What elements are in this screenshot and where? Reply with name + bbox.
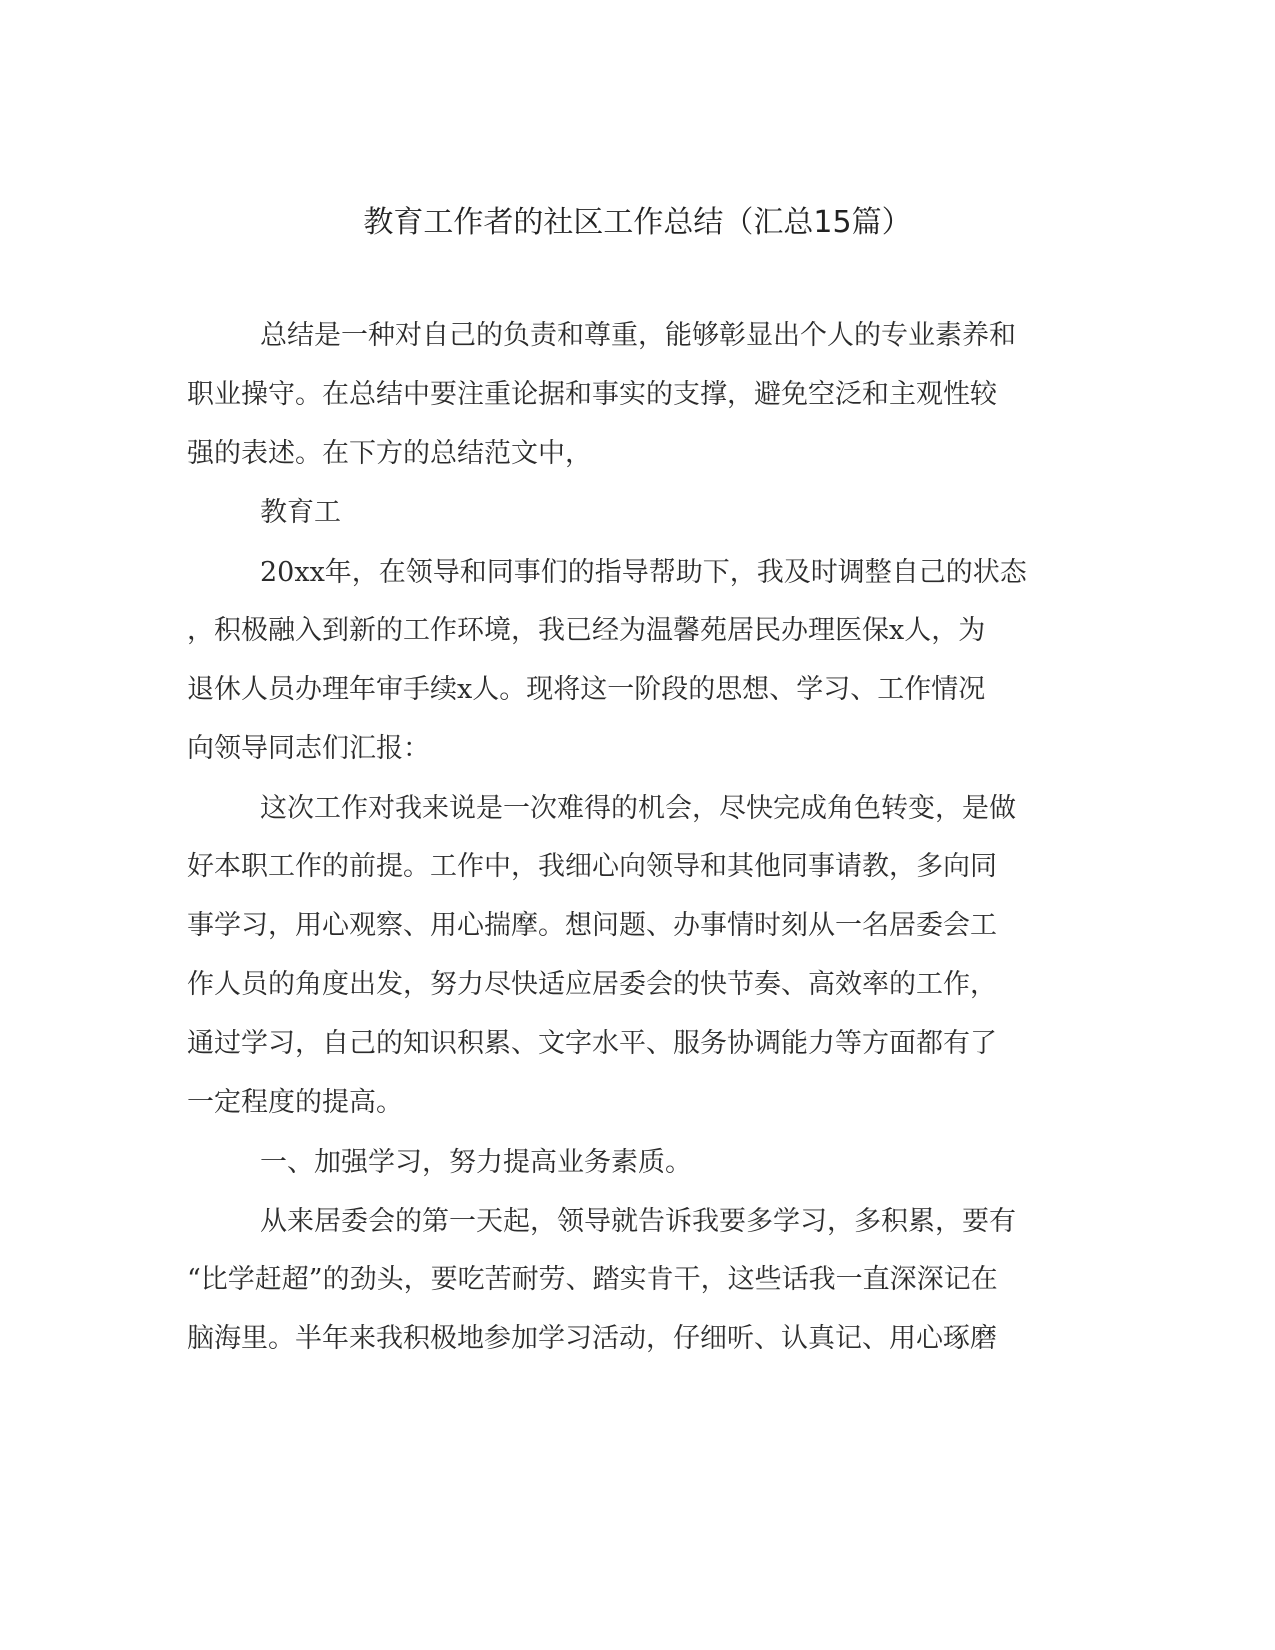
section-heading: 一、加强学习，努力提高业务素质。 — [260, 1147, 692, 1178]
document-title: 教育工作者的社区工作总结（汇总15篇） — [363, 205, 912, 240]
paragraph-line: 教育工 — [260, 497, 341, 528]
paragraph-line: 退休人员办理年审手续x人。现将这一阶段的思想、学习、工作情况 — [187, 674, 986, 705]
paragraph-line: 这次工作对我来说是一次难得的机会，尽快完成角色转变，是做 — [260, 793, 1016, 824]
paragraph-line: 向领导同志们汇报： — [187, 733, 430, 764]
paragraph-line: 作人员的角度出发，努力尽快适应居委会的快节奏、高效率的工作， — [187, 969, 997, 1000]
paragraph-line: 职业操守。在总结中要注重论据和事实的支撑，避免空泛和主观性较 — [187, 379, 997, 410]
paragraph-line: 一定程度的提高。 — [187, 1087, 403, 1118]
paragraph-line: 强的表述。在下方的总结范文中， — [187, 438, 592, 469]
paragraph-line: 通过学习，自己的知识积累、文字水平、服务协调能力等方面都有了 — [187, 1028, 997, 1059]
paragraph-line: 从来居委会的第一天起，领导就告诉我要多学习，多积累，要有 — [260, 1206, 1016, 1237]
paragraph-line: 脑海里。半年来我积极地参加学习活动，仔细听、认真记、用心琢磨 — [187, 1323, 997, 1354]
paragraph-line: 事学习，用心观察、用心揣摩。想问题、办事情时刻从一名居委会工 — [187, 910, 997, 941]
paragraph-line: 总结是一种对自己的负责和尊重，能够彰显出个人的专业素养和 — [260, 320, 1016, 351]
paragraph-line: 好本职工作的前提。工作中，我细心向领导和其他同事请教，多向同 — [187, 851, 997, 882]
paragraph-line: ，积极融入到新的工作环境，我已经为温馨苑居民办理医保x人，为 — [187, 615, 986, 646]
paragraph-line: “比学赶超”的劲头，要吃苦耐劳、踏实肯干，这些话我一直深深记在 — [187, 1264, 998, 1295]
paragraph-line: 20xx年，在领导和同事们的指导帮助下，我及时调整自己的状态 — [260, 557, 1027, 588]
